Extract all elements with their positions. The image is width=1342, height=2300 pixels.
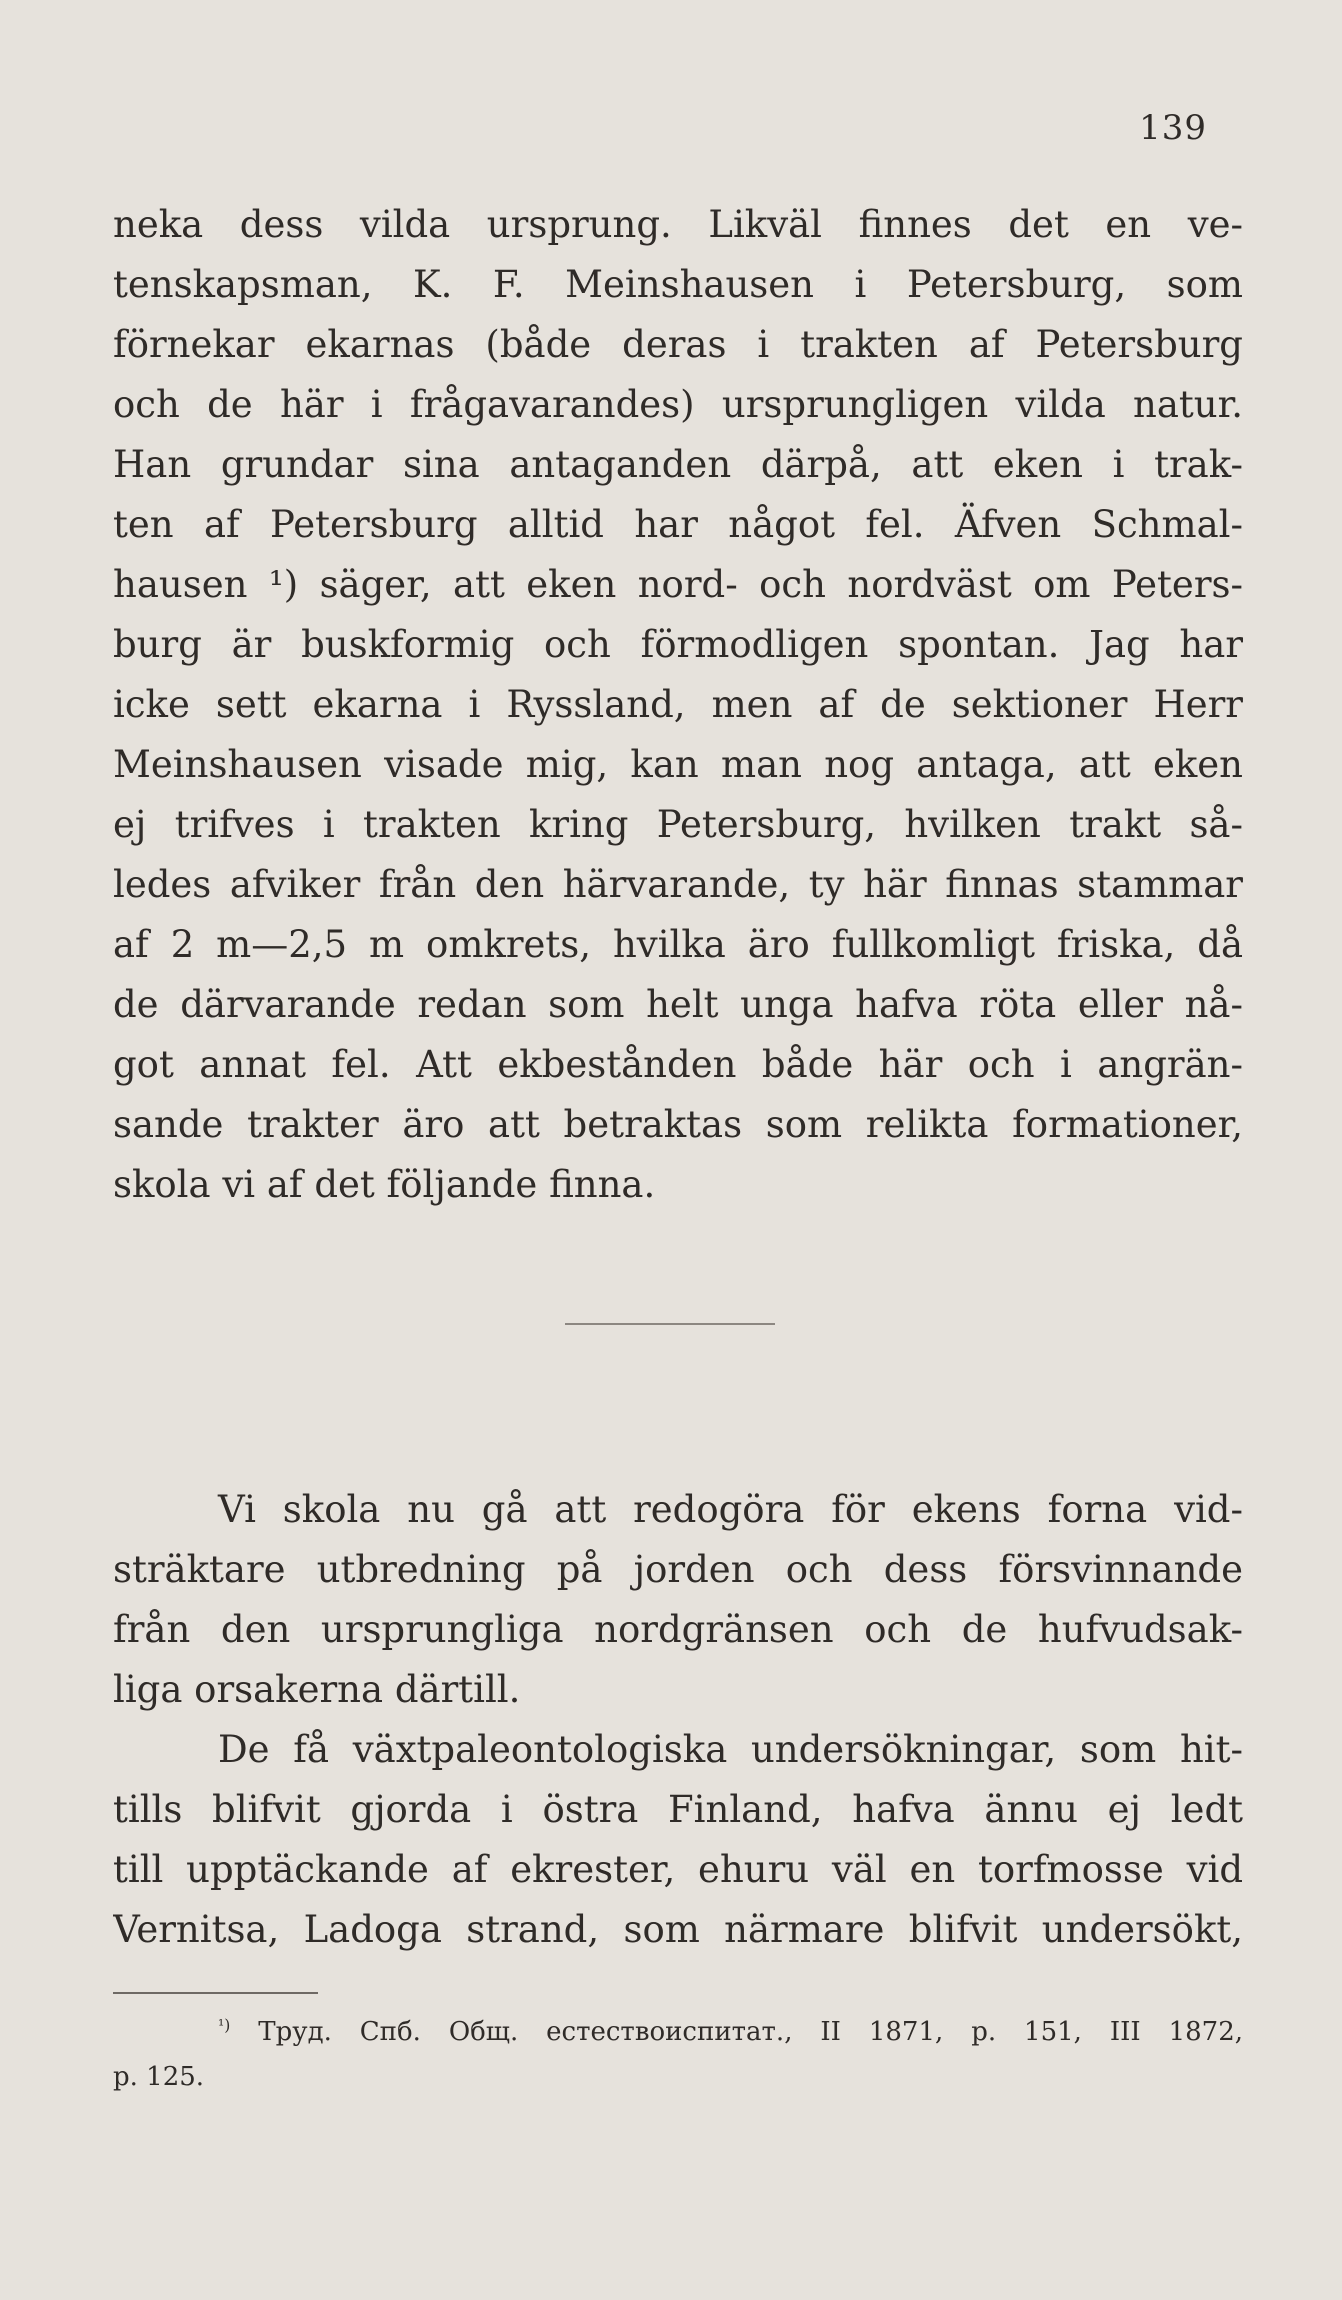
- text-line: från den ursprungliga nordgränsen och de hufvudsak-: [113, 1608, 1243, 1651]
- text-line: burg är buskformig och förmodligen spontan. Jag har: [113, 623, 1243, 666]
- footnote-line: [113, 2010, 1243, 2055]
- text-line: got annat fel. Att ekbestånden både här och i angrän-: [113, 1043, 1243, 1086]
- text-line: skola vi af det följande finna.: [113, 1163, 656, 1206]
- text-line: till upptäckande af ekrester, ehuru väl en torfmosse vid: [113, 1848, 1243, 1891]
- text-line: af 2 m—2,5 m omkrets, hvilka äro fullkomligt friska, då: [113, 923, 1243, 966]
- text-line: tills blifvit gjorda i östra Finland, hafva ännu ej ledt: [113, 1788, 1243, 1831]
- text-line: De få växtpaleontologiska undersökningar, som hit-: [218, 1728, 1243, 1771]
- text-line: Vernitsa, Ladoga strand, som närmare blifvit undersökt,: [113, 1908, 1243, 1951]
- footnote-marker: ¹): [218, 2016, 231, 2035]
- text-line: hausen ¹) säger, att eken nord- och nordväst om Peters-: [113, 563, 1243, 606]
- text-line: sande trakter äro att betraktas som relikta formationer,: [113, 1103, 1243, 1146]
- footnote-rule: [113, 1992, 318, 1994]
- text-line: förnekar ekarnas (både deras i trakten af Petersburg: [113, 323, 1243, 366]
- text-line: neka dess vilda ursprung. Likväl finnes det en ve-: [113, 203, 1243, 246]
- paragraph-2-3: [113, 1480, 1243, 1960]
- text-line: liga orsakerna därtill.: [113, 1668, 521, 1711]
- footnote: [113, 2010, 1243, 2100]
- page-number: 139: [1139, 108, 1207, 148]
- section-separator: [565, 1323, 775, 1325]
- text-line: tenskapsman, K. F. Meinshausen i Petersburg, som: [113, 263, 1243, 306]
- text-line: Vi skola nu gå att redogöra för ekens forna vid-: [218, 1488, 1243, 1531]
- text-line: ten af Petersburg alltid har något fel. Äfven Schmal-: [113, 503, 1243, 546]
- footnote-text: Труд. Спб. Общ. естествоиспитат., II 1871, p. 151, III 1872,: [258, 2017, 1244, 2047]
- footnote-line: p. 125.: [113, 2062, 205, 2092]
- text-line: de därvarande redan som helt unga hafva röta eller nå-: [113, 983, 1243, 1026]
- text-line: icke sett ekarna i Ryssland, men af de sektioner Herr: [113, 683, 1243, 726]
- text-line: ej trifves i trakten kring Petersburg, hvilken trakt så-: [113, 803, 1243, 846]
- paragraph-1: [113, 195, 1243, 1215]
- text-line: och de här i frågavarandes) ursprungligen vilda natur.: [113, 383, 1243, 426]
- text-line: sträktare utbredning på jorden och dess försvinnande: [113, 1548, 1243, 1591]
- text-line: Han grundar sina antaganden därpå, att eken i trak-: [113, 443, 1243, 486]
- text-line: Meinshausen visade mig, kan man nog antaga, att eken: [113, 743, 1243, 786]
- text-line: ledes afviker från den härvarande, ty här finnas stammar: [113, 863, 1243, 906]
